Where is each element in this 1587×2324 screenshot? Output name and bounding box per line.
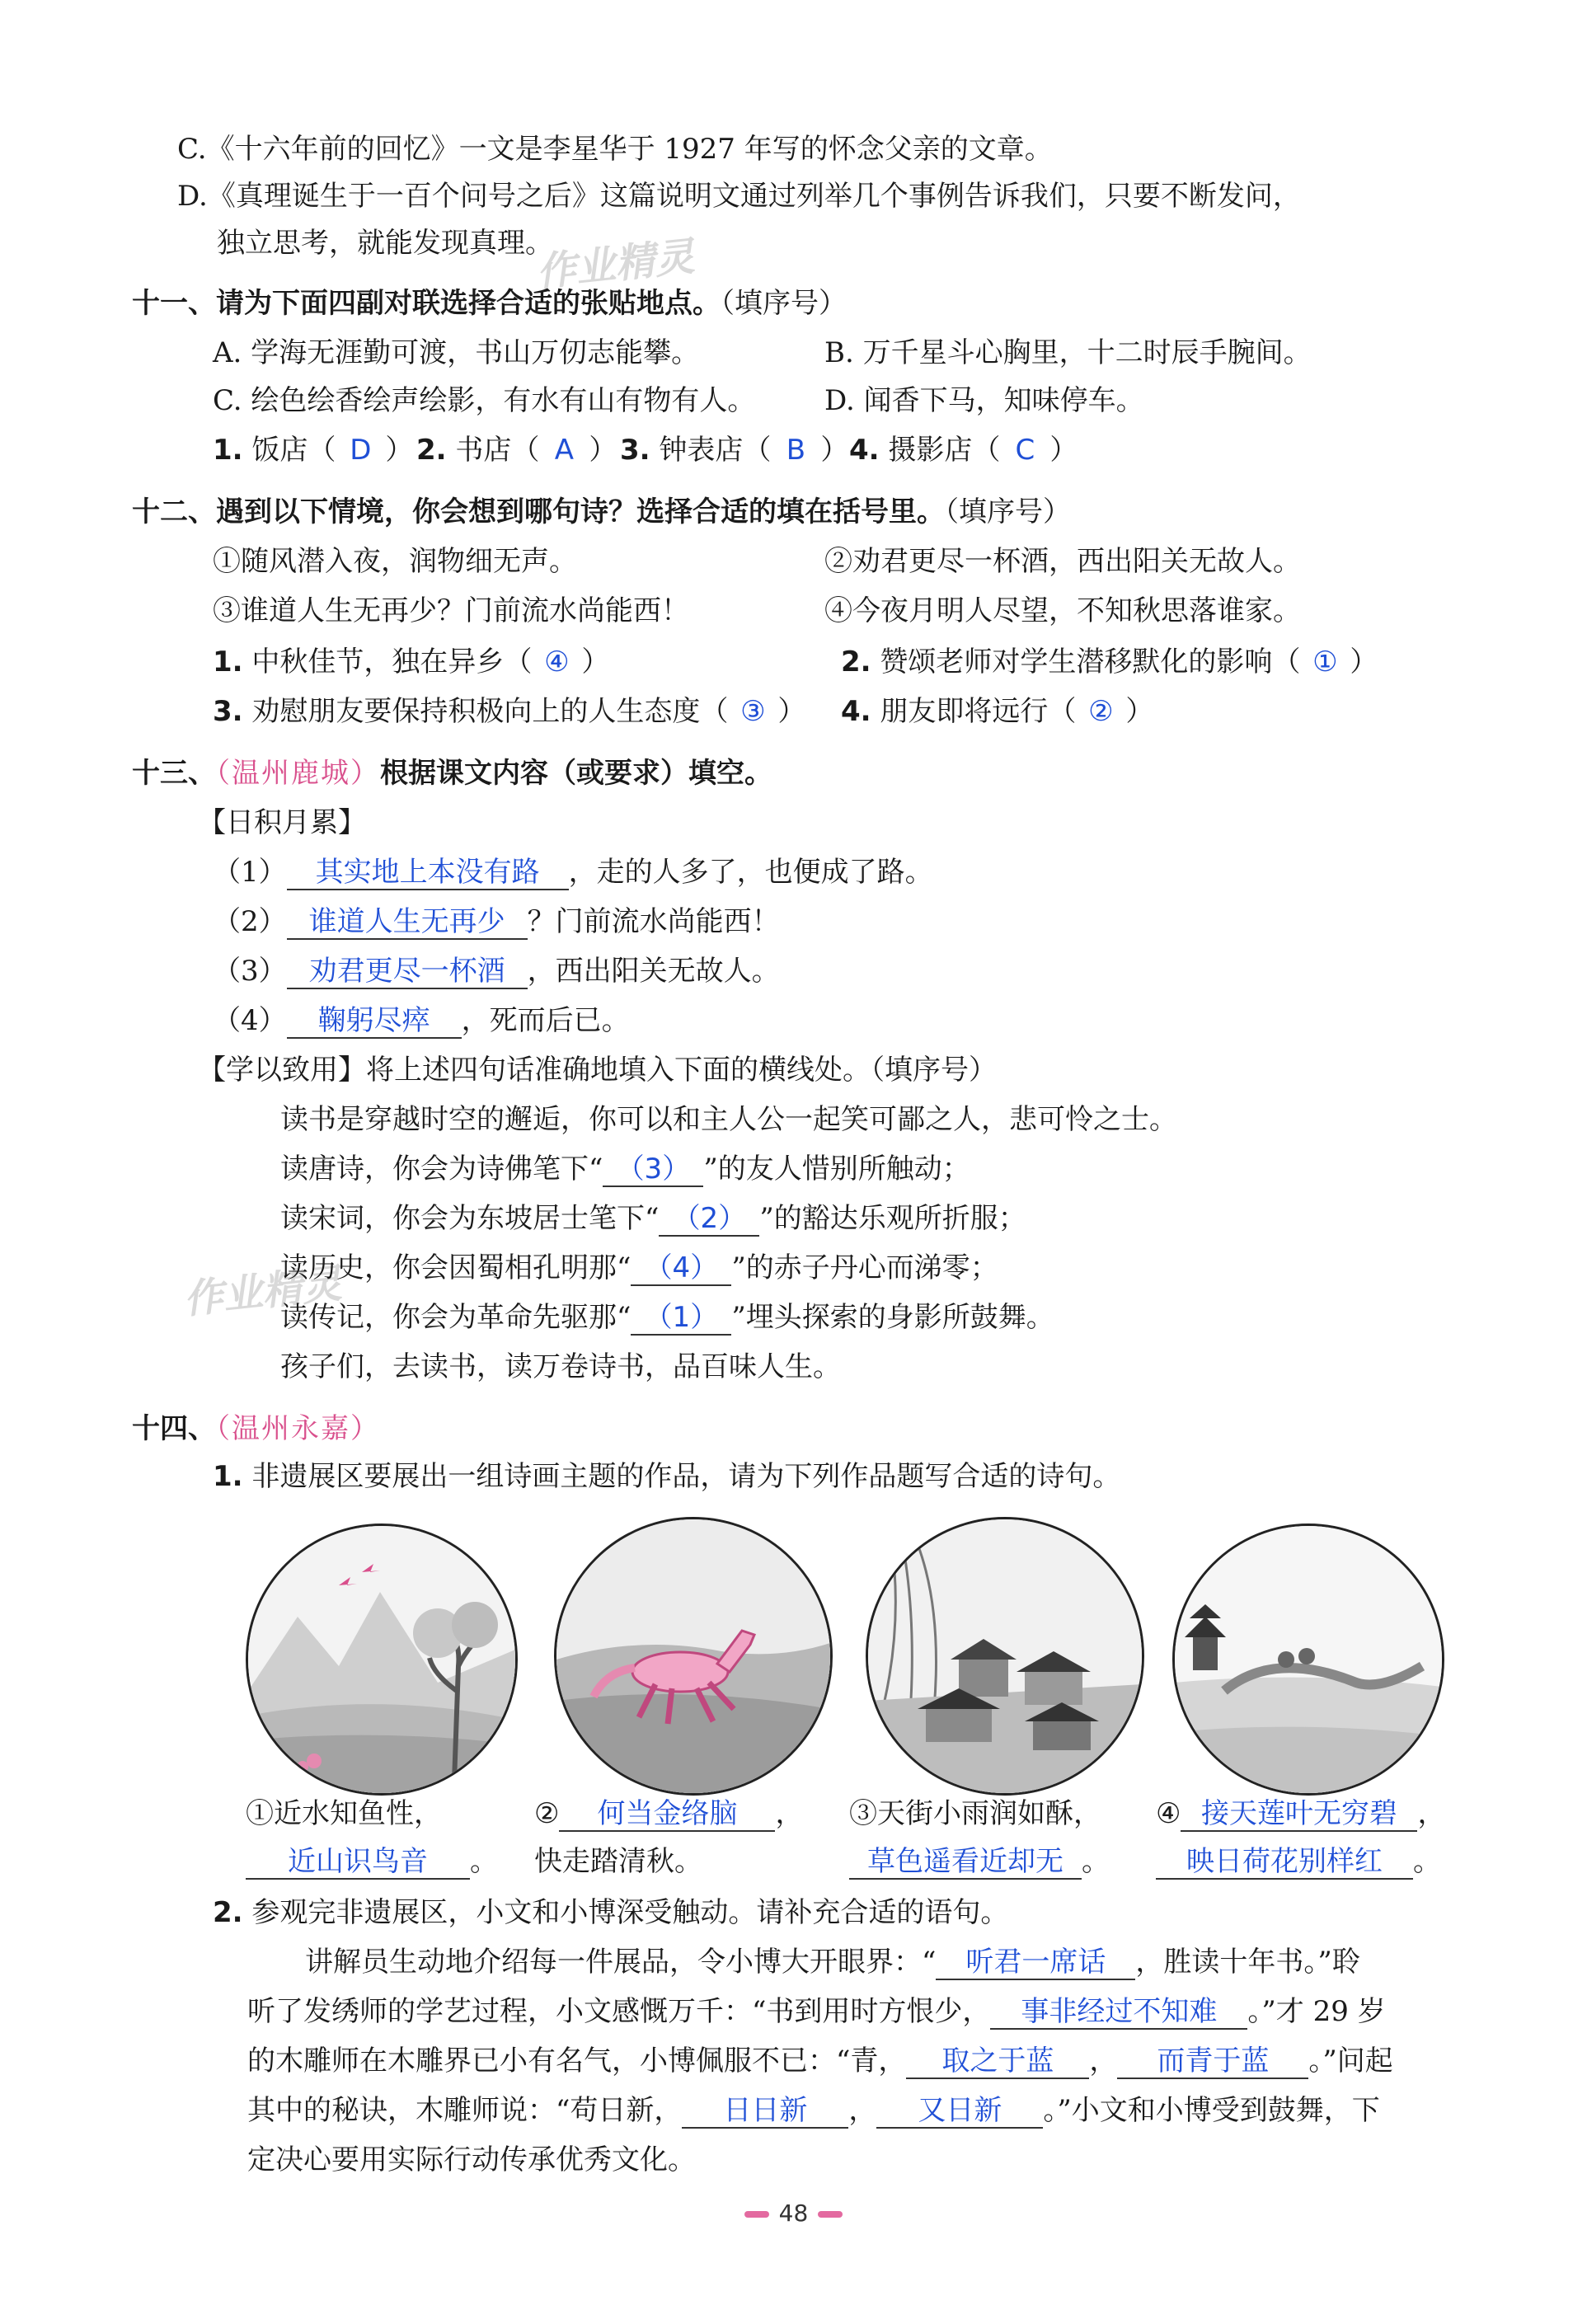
para-answer: 又日新	[876, 2094, 1043, 2129]
fill-rest: ，西出阳关无故人。	[527, 955, 780, 988]
caption-2-line-1	[534, 1795, 803, 1833]
item-number: 4.	[849, 434, 880, 467]
apply-post: ”的赤子丹心而涕零；	[731, 1251, 998, 1284]
page-number	[0, 2200, 1587, 2227]
q14-para-line-5: 定决心要用实际行动传承优秀文化。	[247, 2143, 696, 2176]
q13-para-intro: 读书是穿越时空的邂逅，你可以和主人公一起笑可鄙之人，悲可怜之士。	[280, 1103, 1177, 1136]
answer-text: ②	[1088, 695, 1114, 728]
q11-item-3	[620, 431, 848, 469]
q11-couplet-d: D. 闻香下马，知味停车。	[824, 384, 1144, 417]
item-close: ）	[1125, 695, 1154, 728]
q11-note: （填序号）	[721, 287, 847, 320]
fill-rest: ，走的人多了，也便成了路。	[568, 856, 933, 889]
q13-fill-2	[213, 903, 780, 941]
apply-pre: 读历史，你会因蜀相孔明那“	[280, 1251, 632, 1284]
swallows-mountain-painting	[246, 1524, 518, 1796]
q12-poem-2: ②劝君更尽一杯酒，西出阳关无故人。	[824, 545, 1301, 578]
q14-para-line-4	[247, 2092, 1380, 2129]
item-close: ）	[820, 434, 849, 467]
apply-answer: （3）	[603, 1153, 703, 1187]
para-post: 。”才 29 岁	[1247, 1995, 1386, 2028]
item-number: 4.	[841, 695, 871, 728]
q13-apply-line-3	[280, 1249, 998, 1287]
page-number-text: 48	[778, 2200, 809, 2227]
pavilion-lake-painting	[1172, 1524, 1444, 1796]
part-number: 2.	[213, 1896, 243, 1929]
apply-post: ”埋头探索的身影所鼓舞。	[731, 1301, 1054, 1334]
caption-punct: 。	[1082, 1845, 1110, 1878]
para-post: ，胜读十年书。”聆	[1135, 1946, 1360, 1979]
para-answer: 听君一席话	[936, 1946, 1135, 1980]
caption-3-line-2	[849, 1843, 1110, 1880]
q11-couplet-a: A. 学海无涯勤可渡，书山万仞志能攀。	[213, 336, 700, 369]
caption-number: ②	[534, 1797, 560, 1830]
q11-couplet-c: C. 绘色绘香绘声绘影，有水有山有物有人。	[213, 384, 756, 417]
fill-number: （4）	[213, 1004, 287, 1037]
para-answer: 日日新	[682, 2094, 848, 2129]
caption-answer: 何当金络脑	[559, 1797, 775, 1832]
q11-couplet-b: B. 万千星斗心胸里，十二时辰手腕间。	[824, 336, 1312, 369]
para-pre: 其中的秘诀，木雕师说：“苟日新，	[247, 2094, 683, 2127]
q13-apply-line-4	[280, 1298, 1054, 1336]
apply-answer: （2）	[659, 1202, 759, 1237]
part-text: 非遗展区要展出一组诗画主题的作品，请为下列作品题写合适的诗句。	[251, 1460, 1121, 1493]
pink-horse-painting	[554, 1517, 833, 1796]
q12-poem-3: ③谁道人生无再少？门前流水尚能西！	[213, 594, 689, 627]
q14-source: （温州永嘉）	[216, 1412, 380, 1445]
sub-heading-text: 将上述四句话准确地填入下面的横线处。（填序号）	[366, 1054, 997, 1087]
q12-item-1	[213, 643, 609, 681]
q14-para-line-2	[247, 1993, 1386, 2031]
item-label: 书店（	[455, 434, 540, 467]
item-close: ）	[1350, 646, 1378, 678]
caption-1-line-2	[246, 1843, 498, 1880]
caption-punct: ，	[775, 1797, 804, 1830]
item-close: ）	[589, 434, 617, 467]
item-number: 2.	[416, 434, 447, 467]
item-number: 1.	[213, 646, 243, 678]
item-close: ）	[581, 646, 610, 678]
caption-punct: ，	[1417, 1797, 1446, 1830]
item-label: 中秋佳节，独在异乡（	[251, 646, 533, 678]
q14-title	[132, 1410, 380, 1448]
part-text: 参观完非遗展区，小文和小博深受触动。请补充合适的语句。	[251, 1896, 1009, 1929]
q13-source: （温州鹿城）	[216, 757, 380, 790]
q14-part-1	[213, 1458, 1120, 1495]
q12-item-4	[841, 693, 1153, 730]
q13-closing: 孩子们，去读书，读万卷诗书，品百味人生。	[280, 1350, 841, 1383]
apply-answer: （1）	[631, 1301, 731, 1336]
watermark: 作业精灵	[534, 233, 697, 296]
para-post: 。”小文和小博受到鼓舞，下	[1043, 2094, 1380, 2127]
answer-text: D	[350, 434, 372, 467]
fill-answer: 其实地上本没有路	[287, 856, 569, 890]
q11-title-text: 十一、请为下面四副对联选择合适的张贴地点。	[132, 287, 721, 320]
fill-answer: 鞠躬尽瘁	[287, 1004, 462, 1039]
q13-apply-line-2	[280, 1200, 1026, 1237]
apply-pre: 读唐诗，你会为诗佛笔下“	[280, 1153, 603, 1185]
apply-pre: 读传记，你会为革命先驱那“	[280, 1301, 632, 1334]
q13-sub-heading-2	[198, 1051, 997, 1089]
item-number: 3.	[213, 695, 243, 728]
item-label: 劝慰朋友要保持积极向上的人生态度（	[251, 695, 729, 728]
caption-number: ④	[1156, 1797, 1181, 1830]
q13-apply-line-1	[280, 1150, 970, 1188]
caption-answer: 映日荷花别样红	[1156, 1845, 1413, 1880]
item-label: 饭店（	[251, 434, 336, 467]
town-willow-painting	[866, 1517, 1144, 1796]
q14-prefix: 十四、	[132, 1412, 216, 1445]
fill-number: （1）	[213, 856, 287, 889]
q12-title	[132, 493, 1071, 531]
item-number: 1.	[213, 434, 243, 467]
para-answer: 事非经过不知难	[990, 1995, 1247, 2030]
para-answer: 取之于蓝	[906, 2045, 1089, 2079]
caption-4-line-2	[1156, 1843, 1441, 1880]
sub-heading-label: 【学以致用】	[198, 1054, 366, 1087]
q12-note: （填序号）	[945, 495, 1071, 528]
item-number: 3.	[620, 434, 650, 467]
q14-para-line-3	[247, 2042, 1393, 2080]
para-mid: ，	[848, 2094, 877, 2127]
para-post: 。”问起	[1308, 2045, 1393, 2078]
fill-number: （3）	[213, 955, 287, 988]
answer-text: ①	[1312, 646, 1338, 678]
item-close: ）	[1049, 434, 1078, 467]
q13-fill-3	[213, 952, 780, 990]
q13-title-text: 根据课文内容（或要求）填空。	[380, 757, 772, 790]
item-label: 摄影店（	[888, 434, 1001, 467]
q14-part-2	[213, 1894, 1008, 1932]
q11-item-1	[213, 431, 413, 469]
caption-1-line-1: ①近水知鱼性，	[246, 1797, 442, 1830]
q12-poem-1: ①随风潜入夜，润物细无声。	[213, 545, 577, 578]
q14-para-line-1	[305, 1943, 1360, 1981]
q11-item-4	[849, 431, 1078, 469]
q11-item-2	[416, 431, 617, 469]
answer-text: B	[786, 434, 806, 467]
para-pre: 听了发绣师的学艺过程，小文感慨万千：“书到用时方恨少，	[247, 1995, 991, 2028]
part-number: 1.	[213, 1460, 243, 1493]
para-pre: 讲解员生动地介绍每一件展品，令小博大开眼界：“	[305, 1946, 937, 1979]
apply-post: ”的豁达乐观所折服；	[759, 1202, 1026, 1235]
caption-answer: 接天莲叶无穷碧	[1181, 1797, 1417, 1832]
item-label: 钟表店（	[659, 434, 772, 467]
q13-title	[132, 754, 772, 792]
q13-fill-4	[213, 1002, 630, 1040]
apply-pre: 读宋词，你会为东坡居士笔下“	[280, 1202, 660, 1235]
page-number-right-bar	[818, 2211, 843, 2218]
answer-text: C	[1015, 434, 1035, 467]
caption-punct: 。	[470, 1845, 498, 1878]
item-label: 朋友即将远行（	[880, 695, 1077, 728]
option-c-text: C.《十六年前的回忆》一文是李星华于 1927 年写的怀念父亲的文章。	[177, 133, 1053, 166]
caption-answer: 近山识鸟音	[246, 1845, 470, 1880]
caption-2-line-2: 快走踏清秋。	[534, 1845, 702, 1878]
fill-answer: 劝君更尽一杯酒	[287, 955, 528, 989]
watermark: 作业精灵	[181, 1261, 344, 1323]
apply-answer: （4）	[631, 1251, 731, 1286]
item-number: 2.	[841, 646, 871, 678]
item-label: 赞颂老师对学生潜移默化的影响（	[880, 646, 1301, 678]
q13-prefix: 十三、	[132, 757, 216, 790]
caption-3-line-1: ③天街小雨润如酥，	[849, 1797, 1101, 1830]
option-d-text-cont: 独立思考，就能发现真理。	[217, 227, 553, 260]
fill-rest: ？门前流水尚能西！	[527, 905, 780, 938]
para-pre: 的木雕师在木雕界已小有名气，小博佩服不已：“青，	[247, 2045, 907, 2078]
answer-text: ③	[740, 695, 766, 728]
q13-fill-1	[213, 853, 933, 891]
q12-item-3	[213, 693, 805, 730]
answer-text: ④	[544, 646, 570, 678]
caption-answer: 草色遥看近却无	[849, 1845, 1082, 1880]
q13-sub-heading-1: 【日积月累】	[198, 806, 366, 839]
item-close: ）	[777, 695, 806, 728]
para-answer: 而青于蓝	[1117, 2045, 1308, 2079]
fill-answer: 谁道人生无再少	[287, 905, 528, 940]
page-number-left-bar	[744, 2211, 769, 2218]
answer-text: A	[554, 434, 575, 467]
para-mid: ，	[1089, 2045, 1118, 2078]
q12-title-text: 十二、遇到以下情境，你会想到哪句诗？选择合适的填在括号里。	[132, 495, 945, 528]
q11-title	[132, 284, 847, 322]
q12-item-2	[841, 643, 1378, 681]
option-d-text: D.《真理诞生于一百个问号之后》这篇说明文通过列举几个事例告诉我们，只要不断发问，	[177, 180, 1301, 213]
item-close: ）	[385, 434, 414, 467]
caption-4-line-1	[1156, 1795, 1445, 1833]
apply-post: ”的友人惜别所触动；	[703, 1153, 970, 1185]
q12-poem-4: ④今夜月明人尽望，不知秋思落谁家。	[824, 594, 1301, 627]
fill-rest: ，死而后已。	[461, 1004, 630, 1037]
fill-number: （2）	[213, 905, 287, 938]
caption-punct: 。	[1413, 1845, 1441, 1878]
